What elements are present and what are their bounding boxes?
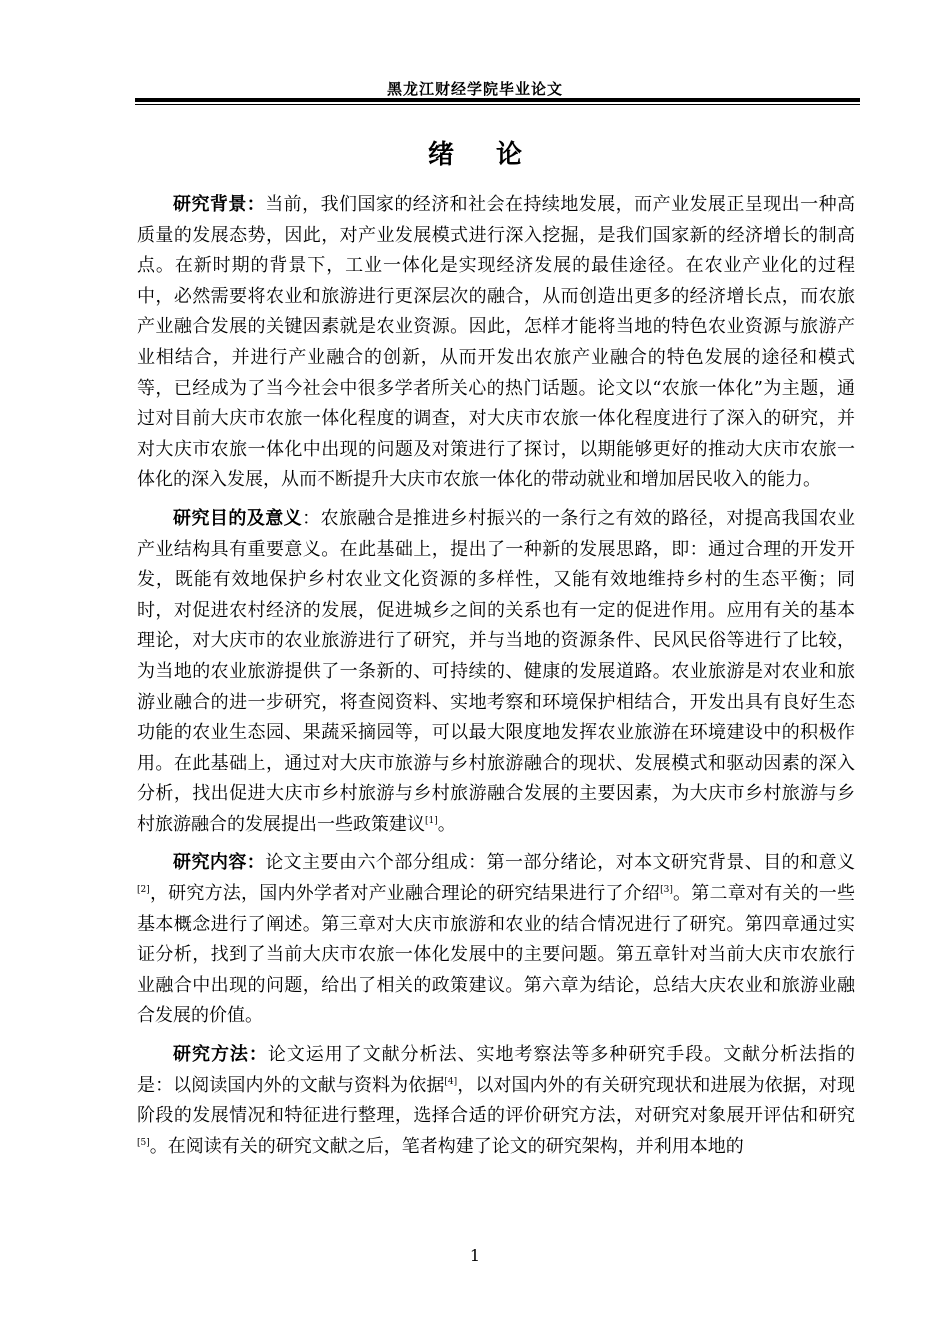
paragraph [137,1040,855,1162]
paragraph-heading: 研究背景： [173,194,266,215]
paragraph-text: 当前，我们国家的经济和社会在持续地发展，而产业发展正呈现出一种高质量的发展态势，因此，对产业发展模式进行深入挖掘，是我们国家新的经济增长的制高点。在新时期的背景下，工业一体化是实现经济发展的最佳途径。在农业产业化的过程中，必然需要将农业和旅游进行更深层次的融合，从而创造出更多的经济增长点，而农旅产业融合发展的关键因素就是农业资源。因此，怎样才能将当地的特色农业资源与旅游产业相结合，并进行产业融合的创新，从而开发出农旅产业融合的特色发展的途径和模式等，已经成为了当今社会中很多学者所关心的热门话题。论文以“农旅一体化”为主题，通过对目前大庆市农旅一体化程度的调查，对大庆市农旅一体化程度进行了深入的研究，并对大庆市农旅一体化中出现的问题及对策进行了探讨，以期能够更好的推动大庆市农旅一体化的深入发展，从而不断提升大庆市农旅一体化的带动就业和增加居民收入的能力。 [137,194,856,491]
citation-marker: [2] [137,885,150,896]
paragraph-heading: 研究内容： [173,852,266,874]
citation-marker: [4] [444,1076,458,1087]
citation-marker: [3] [660,885,673,896]
paragraph-text: 。在阅读有关的研究文献之后，笔者构建了论文的研究架构，并利用本地的 [149,1135,744,1157]
header-rule-thin [135,104,860,105]
page-number: 1 [469,1246,481,1265]
paragraph [137,190,855,496]
body-text [137,190,855,1170]
paragraph-text: 。 [437,813,456,835]
paragraph [137,504,855,841]
paragraph-heading: 研究目的及意义 [173,507,303,529]
paragraph-text: ，研究方法，国内外学者对产业融合理论的研究结果进行了介绍 [149,883,661,905]
paragraph-text: ，以对国内外的有关研究现状和进展为依据，对现阶段的发展情况和特征进行整理，选择合适的评价研究方法，对研究对象展开评估和研究 [137,1074,856,1127]
paragraph-text: 。第二章对有关的一些基本概念进行了阐述。第三章对大庆市旅游和农业的结合情况进行了研究。第四章通过实证分析，找到了当前大庆市农旅一体化发展中的主要问题。第五章针对当前大庆市农旅行业融合中出现的问题，给出了相关的政策建议。第六章为结论，总结大庆农业和旅游业融合发展的价值。 [137,883,856,1027]
paragraph [137,848,855,1032]
paragraph-heading: 研究方法： [173,1044,268,1066]
header-rule-thick [135,98,860,102]
running-header: 黑龙江财经学院毕业论文 [386,80,563,98]
citation-marker: [5] [137,1137,150,1148]
citation-marker: [1] [425,815,438,826]
chapter-title: 绪论 [427,140,564,170]
paragraph-text: 论文主要由六个部分组成：第一部分绪论，对本文研究背景、目的和意义 [265,852,856,874]
paragraph-text: 论文运用了文献分析法、实地考察法等多种研究手段。文献分析法指的是：以阅读国内外的文献与资料为依据 [137,1044,855,1096]
paragraph-text: ：农旅融合是推进乡村振兴的一条行之有效的路径，对提高我国农业产业结构具有重要意义。在此基础上，提出了一种新的发展思路，即：通过合理的开发开发，既能有效地保护乡村农业文化资源的多样性，又能有效地维持乡村的生态平衡；同时，对促进农村经济的发展，促进城乡之间的关系也有一定的促进作用。应用有关的基本理论，对大庆市的农业旅游进行了研究，并与当地的资源条件、民风民俗等进行了比较，为当地的农业旅游提供了一条新的、可持续的、健康的发展道路。农业旅游是对农业和旅游业融合的进一步研究，将查阅资料、实地考察和环境保护相结合，开发出具有良好生态功能的农业生态园、果蔬采摘园等，可以最大限度地发挥农业旅游在环境建设中的积极作用。在此基础上，通过对大庆市旅游与乡村旅游融合的现状、发展模式和驱动因素的深入分析，找出促进大庆市乡村旅游与乡村旅游融合发展的主要因素，为大庆市乡村旅游与乡村旅游融合的发展提出一些政策建议 [137,507,856,835]
